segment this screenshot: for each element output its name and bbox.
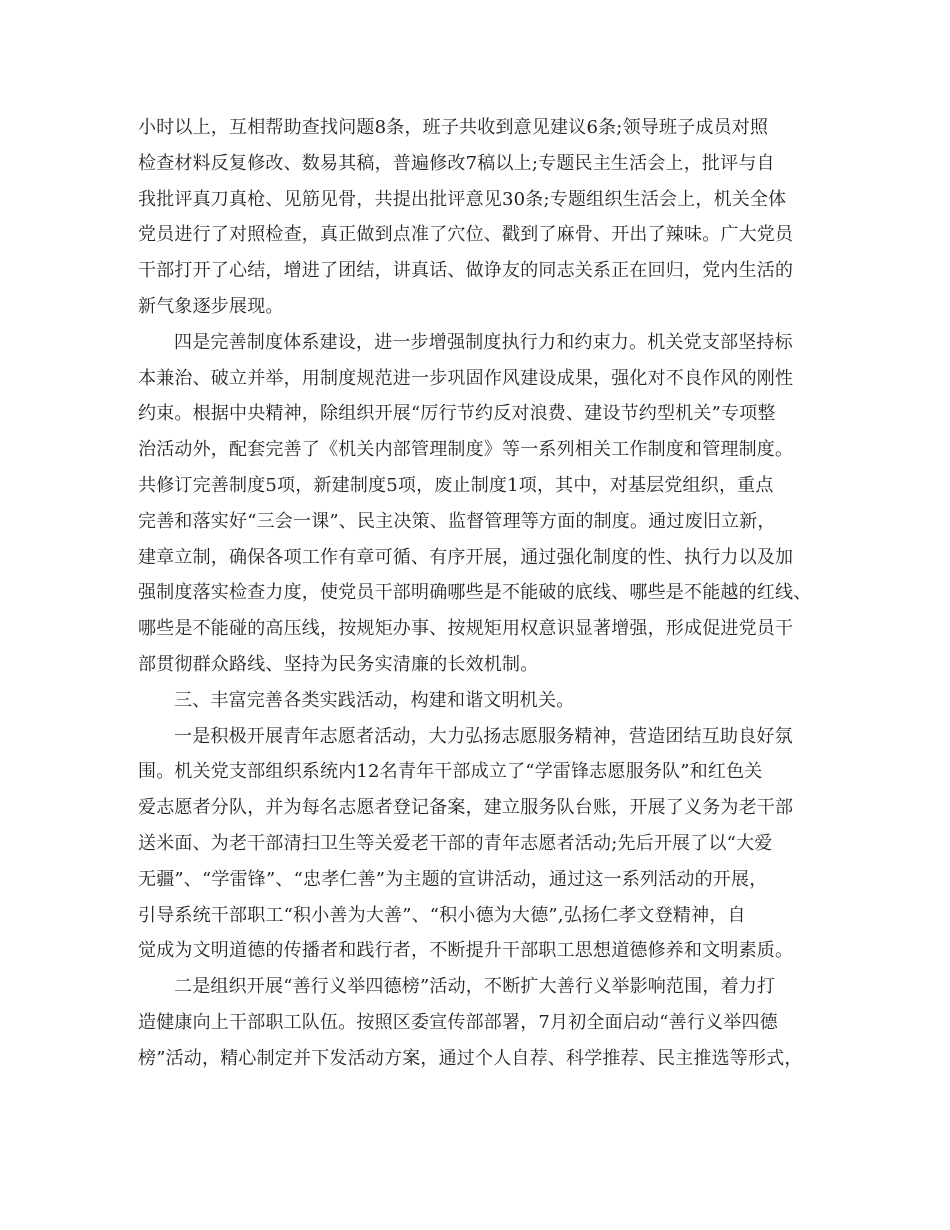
text-line: 爱志愿者分队，并为每名志愿者登记备案，建立服务队台账，开展了义务为老干部 [138, 797, 794, 819]
document-body [138, 110, 828, 1077]
text-line: 无疆”、“学雷锋”、“忠孝仁善”为主题的宣讲活动，通过这一系列活动的开展， [138, 868, 768, 890]
text-line: 强制度落实检查力度，使党员干部明确哪些是不能破的底线、哪些是不能越的红线、 [138, 582, 812, 604]
text-line: 小时以上，互相帮助查找问题8条，班子共收到意见建议6条;领导班子成员对照 [138, 117, 769, 138]
paragraph-first-line: 三、丰富完善各类实践活动，构建和谐文明机关。 [174, 689, 575, 711]
text-line: 治活动外，配套完善了《机关内部管理制度》等一系列相关工作制度和管理制度。 [138, 439, 794, 461]
paragraph-first-line: 一是积极开展青年志愿者活动，大力弘扬志愿服务精神，营造团结互助良好氛 [174, 725, 793, 747]
text-line: 围。机关党支部组织系统内12名青年干部成立了“学雷锋志愿服务队”和红色关 [138, 761, 763, 783]
text-line: 完善和落实好“三会一课”、民主决策、监督管理等方面的制度。通过废旧立新， [138, 510, 776, 532]
text-line: 共修订完善制度5项，新建制度5项，废止制度1项，其中，对基层党组织，重点 [138, 474, 774, 496]
text-line: 建章立制，确保各项工作有章可循、有序开展，通过强化制度的性、执行力以及加 [138, 546, 794, 568]
paragraph-first-line: 二是组织开展“善行义举四德榜”活动，不断扩大善行义举影响范围，着力打 [174, 976, 776, 998]
text-line: 榜”活动，精心制定并下发活动方案，通过个人自荐、科学推荐、民主推选等形式， [138, 1047, 803, 1069]
text-line: 检查材料反复修改、数易其稿，普遍修改7稿以上;专题民主生活会上，批评与自 [138, 152, 775, 174]
text-line: 新气象逐步展现。 [138, 295, 284, 317]
text-line: 觉成为文明道德的传播者和践行者，不断提升干部职工思想道德修养和文明素质。 [138, 940, 794, 962]
text-line: 党员进行了对照检查，真正做到点准了穴位、戳到了麻骨、开出了辣味。广大党员 [138, 224, 794, 246]
text-line: 干部打开了心结，增进了团结，讲真话、做诤友的同志关系正在回归，党内生活的 [138, 260, 794, 282]
text-line: 我批评真刀真枪、见筋见骨，共提出批评意见30条;专题组织生活会上，机关全体 [138, 188, 787, 210]
text-line: 约束。根据中央精神，除组织开展“厉行节约反对浪费、建设节约型机关”专项整 [138, 403, 776, 425]
paragraph-first-line: 四是完善制度体系建设，进一步增强制度执行力和约束力。机关党支部坚持标 [174, 331, 793, 353]
text-line: 部贯彻群众路线、坚持为民务实清廉的长效机制。 [138, 653, 539, 675]
text-line: 哪些是不能碰的高压线，按规矩办事、按规矩用权意识显著增强，形成促进党员干 [138, 618, 794, 640]
text-line: 本兼治、破立并举，用制度规范进一步巩固作风建设成果，强化对不良作风的刚性 [138, 367, 794, 389]
text-line: 送米面、为老干部清扫卫生等关爱老干部的青年志愿者活动;先后开展了以“大爱 [138, 832, 773, 854]
text-line: 引导系统干部职工“积小善为大善”、“积小德为大德”,弘扬仁孝文登精神，自 [138, 904, 746, 926]
text-line: 造健康向上干部职工队伍。按照区委宣传部部署，7月初全面启动“善行义举四德 [138, 1011, 778, 1033]
